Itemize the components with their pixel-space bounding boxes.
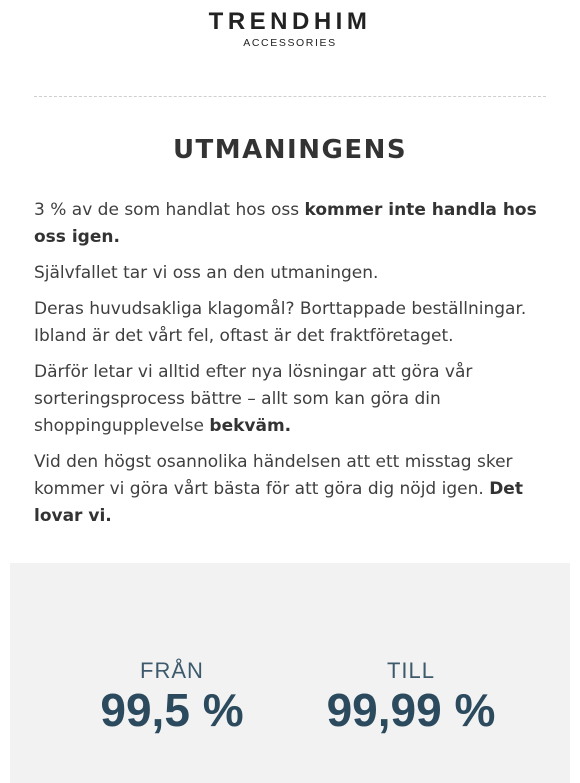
paragraph-1-text: 3 % av de som handlat hos oss: [34, 200, 305, 220]
brand-logo[interactable]: TRENDHIM: [208, 8, 372, 35]
paragraph-5-bold: Det lovar vi.: [34, 479, 523, 526]
paragraph-1: [34, 197, 546, 251]
header-divider: [34, 96, 546, 97]
stat-to-value: 99,99 %: [326, 684, 496, 736]
email-header: [0, 0, 580, 86]
paragraph-1-bold: kommer inte handla hos oss igen.: [34, 200, 537, 247]
paragraph-5: [34, 449, 546, 530]
paragraph-3: Deras huvudsakliga klagomål? Borttappade beställningar. Ibland är det vårt fel, oftast är det fraktföretaget.: [34, 299, 527, 346]
body-text: [34, 197, 546, 539]
paragraph-4-text: Därför letar vi alltid efter nya lösningar att göra vår sorteringsprocess bättre – allt som kan göra din shoppingupplevelse: [34, 362, 473, 436]
stat-to-label: TILL: [386, 658, 436, 683]
stat-from: [82, 659, 262, 735]
brand-tagline: ACCESSORIES: [243, 37, 337, 49]
stats-panel: [10, 563, 570, 783]
paragraph-4: [34, 359, 546, 440]
stat-from-value: 99,5 %: [100, 684, 244, 736]
page-title: UTMANINGENS: [172, 135, 408, 165]
stat-from-label: FRÅN: [140, 658, 204, 683]
paragraph-5-text: Vid den högst osannolika händelsen att ett misstag sker kommer vi göra vårt bästa för att göra dig nöjd igen.: [34, 452, 513, 499]
paragraph-2: Självfallet tar vi oss an den utmaningen.: [34, 263, 379, 283]
stat-to: [306, 659, 516, 735]
paragraph-4-bold: bekväm.: [209, 416, 292, 436]
